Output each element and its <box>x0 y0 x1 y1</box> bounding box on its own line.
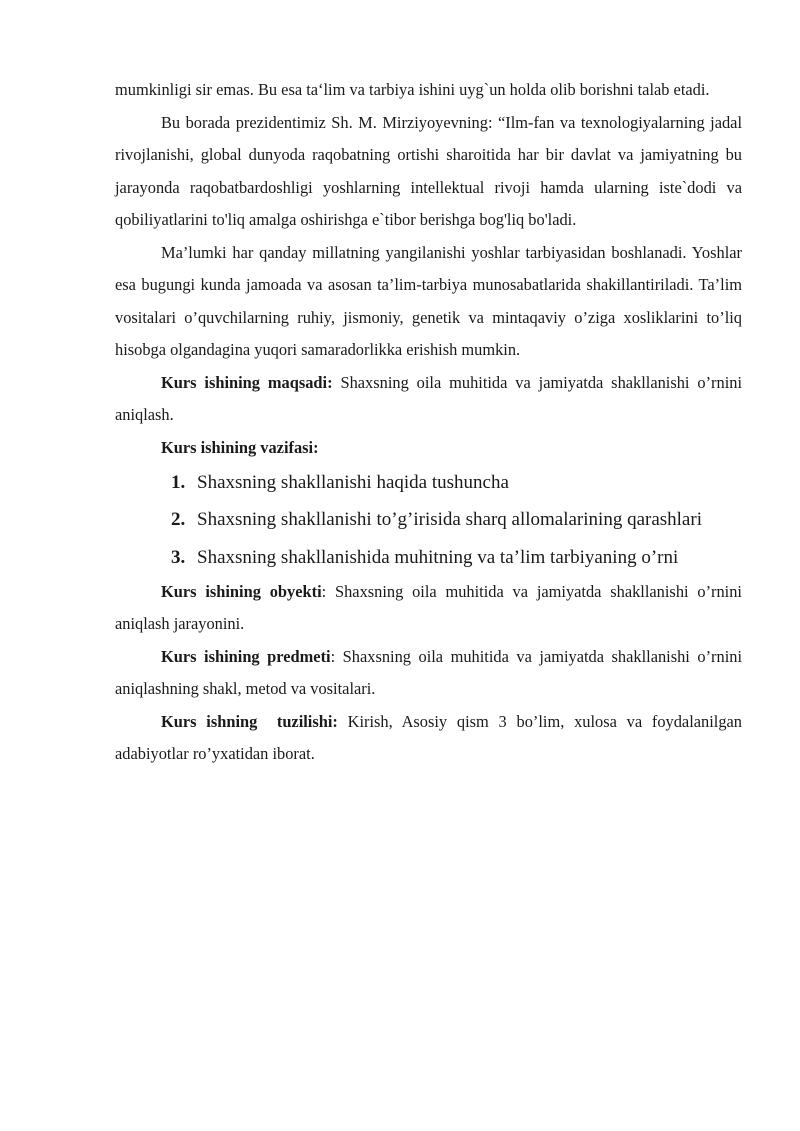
task-item-1 <box>197 464 742 501</box>
tasks-list <box>115 464 742 576</box>
paragraph-goal <box>115 367 742 432</box>
goal-text: Shaxsning oila muhitida va jamiyatda shakllanishi o’rnini aniqlash. <box>115 372 742 424</box>
task-item-2 <box>197 501 742 538</box>
paragraph-structure <box>115 706 742 771</box>
tasks-label: Kurs ishining vazifasi: <box>161 437 319 457</box>
goal-label: Kurs ishining maqsadi: <box>161 372 333 392</box>
document-page <box>115 74 742 771</box>
task-item-2-text: Shaxsning shakllanishi to’g’irisida sharq allomalarining qarashlari <box>197 509 702 531</box>
tasks-heading <box>115 432 742 465</box>
subject-text: : Shaxsning oila muhitida va jamiyatda shakllanishi o’rnini aniqlashning shakl, metod va vositalari. <box>115 646 742 699</box>
task-item-3 <box>197 539 742 576</box>
object-text: : Shaxsning oila muhitida va jamiyatda shakllanishi o’rnini aniqlash jarayonini. <box>115 581 742 634</box>
paragraph-president-quote: Bu borada prezidentimiz Sh. M. Mirziyoyevning: “Ilm-fan va texnologiyalarning jadal rivojlanishi, global dunyoda raqobatning ortishi sharoitida har bir davlat va jamiyatning bu jarayonda raqobatbardoshligi yoshlarning intellektual rivoji hamda ularning iste`dodi va qobiliyatlarini to'liq amalga oshirishga e`tibor berishga bog'liq bo'ladi. <box>115 112 742 229</box>
paragraph-subject <box>115 641 742 706</box>
structure-text: Kirish, Asosiy qism 3 bo’lim, xulosa va foydalanilgan adabiyotlar ro’yxatidan iborat. <box>115 711 742 764</box>
subject-label: Kurs ishining predmeti <box>161 646 331 666</box>
task-item-1-text: Shaxsning shakllanishi haqida tushuncha <box>197 472 509 493</box>
object-label: Kurs ishining obyekti <box>161 581 322 601</box>
task-item-3-text: Shaxsning shakllanishida muhitning va ta’lim tarbiyaning o’rni <box>197 546 679 568</box>
paragraph-intro-continuation: mumkinligi sir emas. Bu esa ta‘lim va tarbiya ishini uyg`un holda olib borishni talab etadi. <box>115 80 710 99</box>
paragraph-youth-education: Ma’lumki har qanday millatning yangilanishi yoshlar tarbiyasidan boshlanadi. Yoshlar esa bugungi kunda jamoada va asosan ta’lim-tarbiya munosabatlarida shakillantiriladi. Ta’lim vositalari o’quvchilarning ruhiy, jismoniy, genetik va mintaqaviy o’ziga xosliklarini to’liq hisobga olgandagina yuqori samaradorlikka erishish mumkin. <box>115 242 742 359</box>
paragraph-object <box>115 576 742 641</box>
structure-label: Kurs ishning tuzilishi: <box>161 711 338 731</box>
